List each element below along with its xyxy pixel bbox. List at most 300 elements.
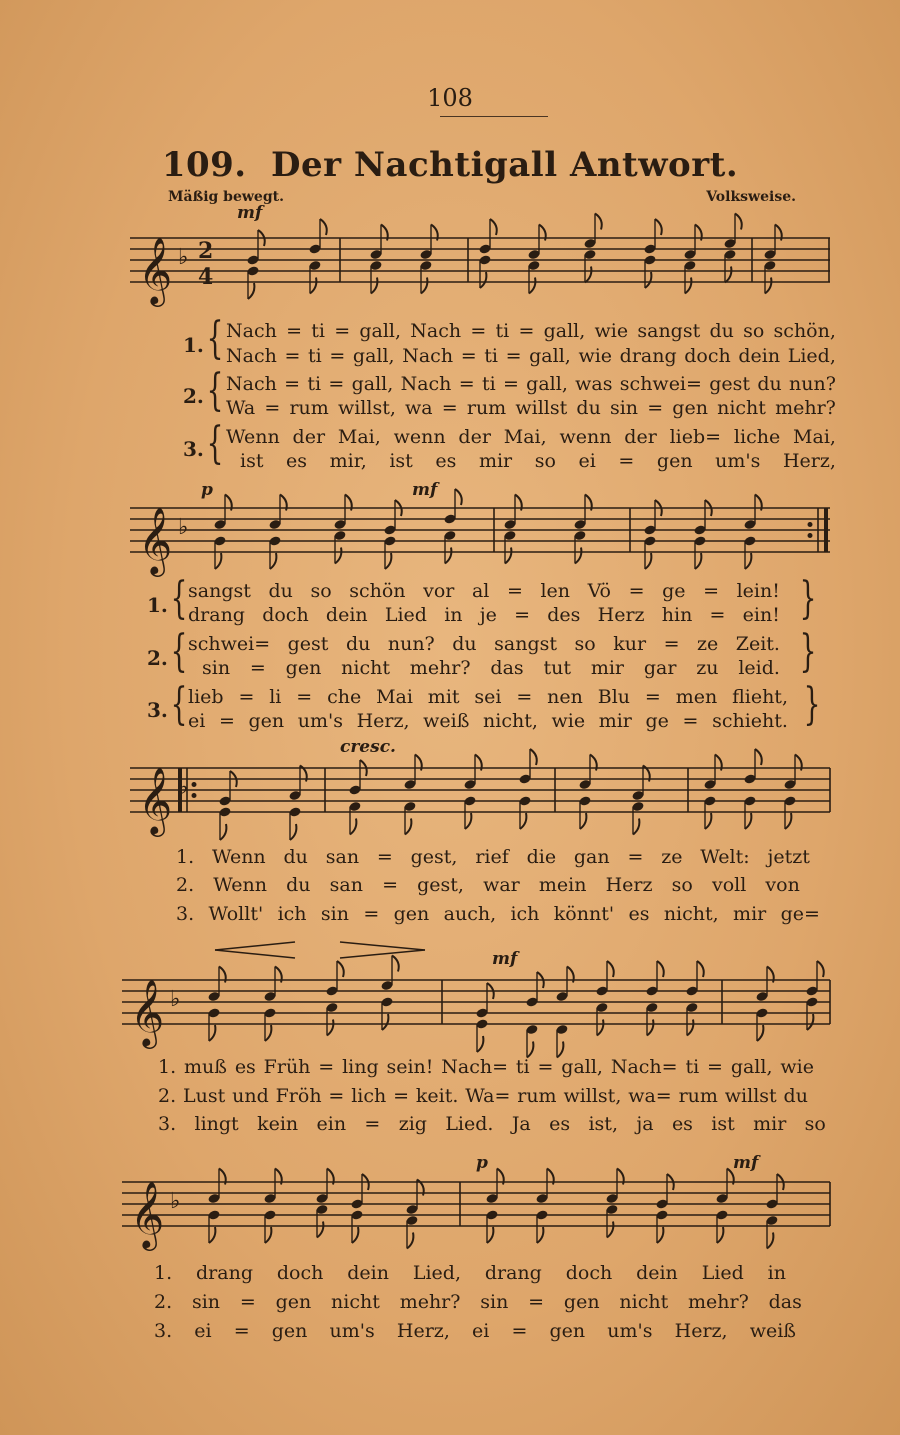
lyric-syllable: wie [594,320,629,342]
lyric-syllable: Nach [402,345,454,367]
svg-text:4: 4 [198,264,214,290]
lyric-syllable: mehr? [399,1291,461,1313]
lyric-line [188,710,788,732]
lyric-syllable: wie [780,1056,814,1078]
lyric-syllable: lieb= [669,426,722,448]
lyric-syllable: ein [316,1113,347,1135]
music-staff-system-1 [130,226,830,316]
svg-text:2: 2 [198,238,214,264]
lyric-syllable: zig [398,1113,427,1135]
lyric-syllable: um's [297,710,343,732]
lyric-syllable: so [671,874,693,896]
lyric-syllable: = [284,373,301,395]
lyric-syllable: es [671,1113,693,1135]
lyric-syllable: der [292,426,326,448]
lyric-syllable: rum [466,397,507,419]
lyric-syllable: flieht, [732,686,788,708]
lyric-syllable: Nach [226,320,277,342]
lyric-syllable: ei [188,710,206,732]
lyric-syllable: gen [563,1291,600,1313]
lyric-syllable: gen [275,1291,312,1313]
lyric-syllable: du [783,1085,808,1107]
lyric-syllable: Herz, [396,1320,450,1342]
lyric-syllable: mehr? [688,1291,749,1313]
lyric-syllable: drang [188,604,245,626]
lyric-syllable: du [576,397,601,419]
lyric-syllable: = [334,320,351,342]
lyric-syllable: ja [636,1113,654,1135]
lyric-syllable: = [709,604,726,626]
lyric-syllable: Wenn [211,846,266,868]
lyric-syllable: willst [724,1085,777,1107]
lyric-line [158,1085,808,1107]
lyric-syllable: Vö [587,580,611,602]
lyric-syllable: drang [619,345,677,367]
lyric-syllable: ti [307,373,322,395]
lyric-syllable: san [325,846,360,868]
lyric-syllable: = [618,450,635,472]
lyric-syllable: gall, [561,1056,603,1078]
lyric-syllable: = [382,874,398,896]
lyric-syllable: ist [240,450,264,472]
lyric-syllable: = [218,710,235,732]
lyric-syllable: = [264,397,281,419]
lyric-syllable: willst, [563,1085,622,1107]
lyric-line [176,846,810,868]
lyric-syllable: 3. [158,1113,177,1135]
treble-clef: 𝄞 [130,978,165,1046]
lyric-syllable: kur [613,633,647,655]
lyric-syllable: sangst [494,633,558,655]
lyric-line [226,320,836,342]
lyric-syllable: rief [475,846,509,868]
lyric-syllable: es [234,1056,256,1078]
lyric-syllable: = [518,320,535,342]
note-chord [703,755,721,830]
lyric-syllable: lein! [736,580,780,602]
lyric-syllable: um's [329,1320,375,1342]
key-signature-flat: ♭ [178,775,189,800]
lyric-syllable: rum [289,397,329,419]
lyric-syllable: lieb [188,686,224,708]
lyric-syllable: Wollt' [208,903,264,925]
lyric-line [188,580,780,602]
lyric-syllable: nicht, [663,903,719,925]
treble-clef: 𝄞 [130,1180,165,1248]
lyric-syllable: = [647,397,664,419]
lyric-syllable: nun? [789,373,836,395]
lyric-syllable: wenn [559,426,612,448]
lyric-syllable: dein [738,345,781,367]
note-chord [643,219,661,288]
lyric-syllable: = [296,686,313,708]
lyric-syllable: auch, [443,903,497,925]
lyric-syllable: = [458,373,475,395]
lyric-syllable: Zeit. [735,633,780,655]
page-number-rule [440,116,548,117]
lyric-line [188,604,780,626]
note-chord [246,230,264,299]
brace: { [170,573,188,624]
lyric-syllable: ti [484,345,498,367]
lyric-syllable: 3. [154,1320,173,1342]
lyric-syllable: nicht [717,397,766,419]
brace: } [803,679,821,730]
lyric-syllable: keit. [415,1085,459,1107]
note-chord [263,967,281,1042]
dynamic-hairpins [215,935,445,965]
lyric-syllable: drang [196,1262,253,1284]
note-chord [763,225,781,294]
lyric-syllable: ti [311,320,325,342]
brace: { [170,679,188,730]
lyric-syllable: = [682,710,699,732]
lyric-syllable: du [268,580,293,602]
dynamic-cresc: cresc. [340,737,396,757]
lyric-line [158,1056,814,1078]
lyric-syllable: muß [184,1056,227,1078]
lyric-syllable: Lied [701,1262,744,1284]
note-chord [348,760,366,835]
lyric-syllable: du [286,874,311,896]
note-chord [403,755,421,835]
lyric-syllable: Fröh [275,1085,322,1107]
music-staff-system-4 [122,968,830,1058]
lyric-syllable: Früh [263,1056,311,1078]
lyric-syllable: du [452,633,477,655]
lyric-syllable: Mai, [337,426,381,448]
lyric-syllable: liche [733,426,781,448]
note-chord [315,1169,333,1238]
staff-lines [130,508,830,552]
lyric-syllable: Nach= [441,1056,509,1078]
lyric-syllable: Wa= [465,1085,511,1107]
lyric-syllable: 2. [158,1085,177,1107]
lyric-syllable: ist [711,1113,735,1135]
lyric-syllable: schön, [773,320,836,342]
lyric-syllable: nicht [331,1291,380,1313]
lyric-syllable: das [768,1291,802,1313]
lyric-syllable: sangst [188,580,251,602]
lyric-line [154,1320,796,1342]
lyric-syllable: gall, [359,320,402,342]
lyric-syllable: ling [342,1056,379,1078]
note-chord [743,749,761,829]
lyric-syllable: weiß [749,1320,796,1342]
note-chord [583,214,601,283]
staff-lines [122,1182,830,1226]
dynamic-mf: mf [733,1153,759,1173]
lyric-syllable: Nach [410,320,462,342]
note-chord [380,956,398,1031]
lyric-syllable: wenn [393,426,446,448]
lyric-syllable: che [327,686,362,708]
lyric-syllable: ge= [780,903,820,925]
note-chord [527,225,545,294]
lyric-syllable: ze [697,633,719,655]
lyric-syllable: du [283,846,308,868]
lyric-syllable: gen [656,450,693,472]
lyric-syllable: gest, [410,846,458,868]
lyric-syllable: Nach [400,373,452,395]
lyric-syllable: ei [578,450,596,472]
lyric-syllable: Wenn [213,874,267,896]
key-signature-flat: ♭ [170,987,181,1012]
lyric-syllable: ich [277,903,307,925]
lyric-syllable: = [537,1056,554,1078]
lyric-syllable: = [249,657,266,679]
lyric-syllable: Nach= [610,1056,678,1078]
repeat-dot [808,522,813,527]
lyric-syllable: hin [661,604,693,626]
lyric-syllable: Mai [376,686,413,708]
lyric-syllable: drang [484,1262,542,1284]
lyric-syllable: jetzt [767,846,810,868]
lyric-syllable: ti [481,373,496,395]
page-number: 108 [427,84,473,112]
lyric-syllable: ge [645,710,669,732]
lyric-line [240,450,836,472]
lyric-line [188,686,788,708]
lyric-syllable: sin [609,397,639,419]
lyric-syllable: in [767,1262,786,1284]
lyric-syllable: dein [325,604,368,626]
lyric-syllable: ich [510,903,540,925]
lyric-syllable: so [743,320,765,342]
lyric-syllable: Welt: [700,846,750,868]
lyric-syllable: gall, [730,1056,773,1078]
staff-lines [122,980,830,1024]
lyric-syllable: es [435,450,457,472]
lyric-syllable: = [627,846,644,868]
composer-credit: Volksweise. [706,189,796,205]
lyric-syllable: ti [515,1056,530,1078]
lyric-syllable: könnt' [553,903,615,925]
note-chord [655,1174,673,1243]
note-chord [369,225,387,294]
lyric-syllable: zu [696,657,719,679]
lyric-syllable: ze [661,846,683,868]
lyric-syllable: wie [551,710,586,732]
lyric-syllable: gen [672,397,708,419]
lyric-syllable: gall, [529,345,571,367]
lyric-syllable: wa [405,397,433,419]
verse-number: 1. [147,593,168,617]
lyric-syllable: = [364,1113,381,1135]
lyric-syllable: = [707,1056,723,1078]
lyric-syllable: gan [573,846,610,868]
lyric-syllable: 1. [176,846,195,868]
lyric-syllable: Herz [605,874,653,896]
treble-clef: 𝄞 [138,766,173,834]
note-chord [525,972,543,1058]
brace: } [799,573,817,624]
lyric-syllable: = [528,1291,545,1313]
lyric-syllable: nen [547,686,583,708]
lyric-syllable: um's [607,1320,653,1342]
lyric-syllable: = [328,1085,345,1107]
lyric-syllable: gall, [526,373,568,395]
lyric-syllable: vor [423,580,455,602]
lyric-syllable: um's [715,450,761,472]
lyric-syllable: gest [709,373,751,395]
lyric-syllable: gen [393,903,430,925]
lyric-syllable: schön [349,580,406,602]
note-chord [288,766,306,841]
song-title-line [0,145,900,185]
lyric-syllable: san [329,874,363,896]
lyric-syllable: wie [578,345,613,367]
note-chord [207,967,225,1042]
lyric-syllable: Lied. [445,1113,494,1135]
note-chord [743,495,761,570]
dynamic-mf: mf [492,949,518,969]
lyric-syllable: = [363,903,380,925]
lyric-syllable: es [549,1113,571,1135]
verse-number: 2. [147,646,168,670]
lyric-syllable: 2. [176,874,195,896]
lyric-syllable: Herz, [782,450,836,472]
note-chord [463,755,481,830]
lyric-syllable: = [441,397,458,419]
note-chord [503,495,521,564]
lyric-syllable: sin [480,1291,509,1313]
lyric-syllable: die [526,846,557,868]
brace: { [206,313,224,364]
lyric-syllable: in [444,604,463,626]
lyric-syllable: das [490,657,524,679]
lyric-syllable: nun? [387,633,435,655]
lyric-syllable: sin [320,903,349,925]
lyric-line [176,874,800,896]
lyric-line [202,657,780,679]
lyric-syllable: mir [753,1113,787,1135]
note-chord [805,961,823,1030]
lyric-syllable: du [757,373,782,395]
lyric-syllable: 1. [154,1262,173,1284]
lyric-syllable: Lied, [412,1262,461,1284]
lyric-syllable: sein! [386,1056,434,1078]
lyric-syllable: Lied, [787,345,836,367]
note-chord [578,755,596,830]
lyric-syllable: sin [191,1291,221,1313]
lyric-syllable: = [502,373,519,395]
lyric-syllable: = [506,580,523,602]
lyric-syllable: ti [495,320,510,342]
lyric-syllable: Ja [511,1113,531,1135]
note-chord [693,500,711,569]
lyric-syllable: ist, [588,1113,618,1135]
lyric-line [226,345,836,367]
lyric-syllable: gest, [417,874,464,896]
note-chord [605,1169,623,1238]
music-staff-system-2 [130,496,830,586]
key-signature-flat: ♭ [170,1189,181,1214]
brace: { [170,626,188,677]
lyric-syllable: lich [351,1085,387,1107]
lyric-syllable: tut [543,657,571,679]
lyric-syllable: weiß [423,710,470,732]
note-chord [631,766,649,835]
lyric-syllable: = [516,686,533,708]
lyric-syllable: war [483,874,520,896]
repeat-dot [808,533,813,538]
lyric-syllable: Nach [226,373,277,395]
lyric-syllable: wa= [628,1085,672,1107]
lyric-syllable: willst [515,397,568,419]
lyric-syllable: = [470,320,487,342]
note-chord [683,225,701,294]
lyric-syllable: Lied [384,604,427,626]
lyric-syllable: ge [662,580,686,602]
lyric-syllable: = [644,686,661,708]
key-signature-flat: ♭ [178,245,189,270]
lyric-syllable: so [534,450,556,472]
note-chord [765,1174,783,1249]
lyric-syllable: Blu [597,686,631,708]
repeat-dot [192,793,197,798]
repeat-dot [192,782,197,787]
time-signature [198,238,213,290]
music-staff-system-5 [122,1170,830,1260]
lyric-syllable: es [286,450,308,472]
brace: { [206,365,224,416]
lyric-syllable: des [547,604,581,626]
lyric-syllable: doch [565,1262,613,1284]
note-chord [218,771,236,840]
lyric-syllable: mir [733,903,767,925]
lyric-syllable: willst, [337,397,396,419]
lyric-syllable: rum [517,1085,557,1107]
lyric-syllable: gen [248,710,285,732]
lyric-syllable: gar [643,657,677,679]
lyric-syllable: len [540,580,570,602]
note-chord [333,495,351,564]
lyric-syllable: gall, [351,373,394,395]
lyric-syllable: gest [287,633,329,655]
lyric-syllable: = [703,580,719,602]
note-chord [383,500,401,569]
note-chord [573,495,591,564]
lyric-syllable: Herz, [674,1320,728,1342]
lyric-syllable: doch [262,604,309,626]
lyric-syllable: der [624,426,657,448]
lyric-syllable: so [310,580,332,602]
lyric-syllable: 1. [158,1056,177,1078]
lyric-syllable: ei [194,1320,212,1342]
lyric-syllable: sangst [637,320,701,342]
lyric-syllable: gen [271,1320,308,1342]
note-chord [535,1169,553,1244]
lyric-syllable: kein [257,1113,299,1135]
song-title: Der Nachtigall Antwort. [270,145,739,185]
tempo-marking: Mäßig bewegt. [168,189,284,205]
note-chord [263,1169,281,1244]
dynamic-mf: mf [237,203,263,223]
lyric-syllable: doch [276,1262,324,1284]
lyric-syllable: = [238,686,255,708]
lyric-syllable: = [505,345,522,367]
treble-clef: 𝄞 [138,506,173,574]
lyric-syllable: doch [684,345,731,367]
lyric-syllable: du [345,633,371,655]
lyric-syllable: Nach [226,345,277,367]
lyric-syllable: = [511,1320,528,1342]
lyric-syllable: 3. [176,903,195,925]
brace: { [206,418,224,469]
lyric-syllable: schieht. [712,710,788,732]
note-chord [405,1180,423,1249]
